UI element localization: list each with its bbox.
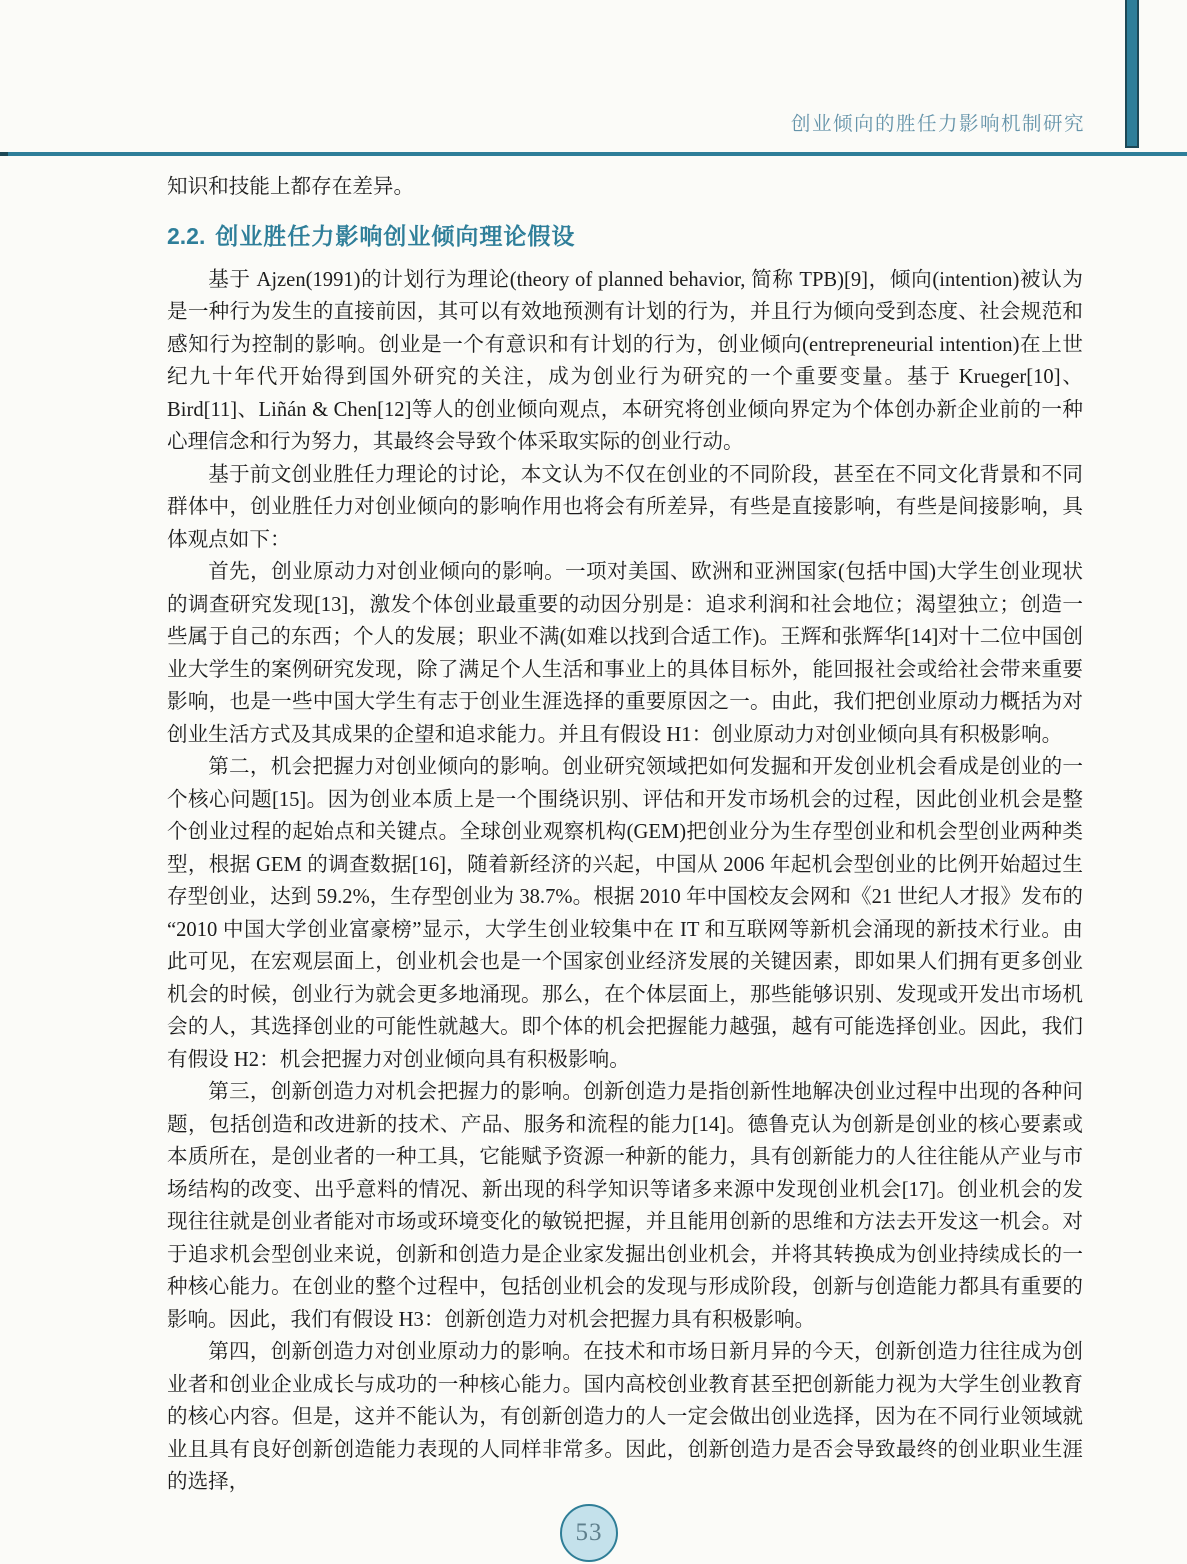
page-content — [167, 171, 1083, 1499]
section-number: 2.2. — [167, 222, 206, 249]
page-number-badge — [560, 1504, 618, 1562]
body-paragraph: 第二，机会把握力对创业倾向的影响。创业研究领域把如何发掘和开发创业机会看成是创业的一个核心问题[15]。因为创业本质上是一个围绕识别、评估和开发市场机会的过程，因此创业机会是整个创业过程的起始点和关键点。全球创业观察机构(GEM)把创业分为生存型创业和机会型创业两种类型，根据 GEM 的调查数据[16]，随着新经济的兴起，中国从 2006 年起机会型创业的比例开始超过生存型创业，达到 59.2%，生存型创业为 38.7%。根据 2010 年中国校友会网和《21 世纪人才报》发布的“2010 中国大学创业富豪榜”显示，大学生创业较集中在 IT 和互联网等新机会涌现的新技术行业。由此可见，在宏观层面上，创业机会也是一个国家创业经济发展的关键因素，即如果人们拥有更多创业机会的时候，创业行为就会更多地涌现。那么，在个体层面上，那些能够识别、发现或开发出市场机会的人，其选择创业的可能性就越大。即个体的机会把握能力越强，越有可能选择创业。因此，我们有假设 H2：机会把握力对创业倾向具有积极影响。 — [167, 756, 1083, 1071]
section-heading — [167, 219, 1083, 253]
body-paragraph: 基于前文创业胜任力理论的讨论，本文认为不仅在创业的不同阶段，甚至在不同文化背景和不同群体中，创业胜任力对创业倾向的影响作用也将会有所差异，有些是直接影响，有些是间接影响，具体观点如下： — [167, 463, 1083, 551]
running-title: 创业倾向的胜任力影响机制研究 — [790, 114, 1085, 135]
carryover-line: 知识和技能上都存在差异。 — [167, 176, 415, 198]
header-rule-cap — [0, 152, 8, 156]
body-paragraph: 第三，创新创造力对机会把握力的影响。创新创造力是指创新性地解决创业过程中出现的各种问题，包括创造和改进新的技术、产品、服务和流程的能力[14]。德鲁克认为创新是创业的核心要素或本质所在，是创业者的一种工具，它能赋予资源一种新的能力，具有创新能力的人往往能从产业与市场结构的改变、出乎意料的情况、新出现的科学知识等诸多来源中发现创业机会[17]。创业机会的发现往往就是创业者能对市场或环境变化的敏锐把握，并且能用创新的思维和方法去开发这一机会。对于追求机会型创业来说，创新和创造力是企业家发掘出创业机会，并将其转换成为创业持续成长的一种核心能力。在创业的整个过程中，包括创业机会的发现与形成阶段，创新与创造能力都具有重要的影响。因此，我们有假设 H3：创新创造力对机会把握力具有积极影响。 — [167, 1081, 1083, 1331]
body-paragraph: 首先，创业原动力对创业倾向的影响。一项对美国、欧洲和亚洲国家(包括中国)大学生创业现状的调查研究发现[13]，激发个体创业最重要的动因分别是：追求利润和社会地位；渴望独立；创造一些属于自己的东西；个人的发展；职业不满(如难以找到合适工作)。王辉和张辉华[14]对十二位中国创业大学生的案例研究发现，除了满足个人生活和事业上的具体目标外，能回报社会或给社会带来重要影响，也是一些中国大学生有志于创业生涯选择的重要原因之一。由此，我们把创业原动力概括为对创业生活方式及其成果的企望和追求能力。并且有假设 H1：创业原动力对创业倾向具有积极影响。 — [167, 561, 1083, 746]
corner-accent-bar — [1125, 0, 1139, 148]
section-title: 创业胜任力影响创业倾向理论假设 — [215, 222, 576, 249]
page-number: 53 — [575, 1519, 603, 1546]
header-rule — [0, 152, 1187, 156]
body-paragraph: 基于 Ajzen(1991)的计划行为理论(theory of planned behavior, 简称 TPB)[9]，倾向(intention)被认为是一种行为发生的直接前因，其可以有效地预测有计划的行为，并且行为倾向受到态度、社会规范和感知行为控制的影响。创业是一个有意识和有计划的行为，创业倾向(entrepreneurial intention)在上世纪九十年代开始得到国外研究的关注，成为创业行为研究的一个重要变量。基于 Krueger[10]、Bird[11]、Liñán & Chen[12]等人的创业倾向观点，本研究将创业倾向界定为个体创办新企业前的一种心理信念和行为努力，其最终会导致个体采取实际的创业行动。 — [167, 268, 1083, 453]
body-paragraph: 第四，创新创造力对创业原动力的影响。在技术和市场日新月异的今天，创新创造力往往成为创业者和创业企业成长与成功的一种核心能力。国内高校创业教育甚至把创新能力视为大学生创业教育的核心内容。但是，这并不能认为，有创新创造力的人一定会做出创业选择，因为在不同行业领域就业且具有良好创新创造能力表现的人同样非常多。因此，创新创造力是否会导致最终的创业职业生涯的选择， — [167, 1341, 1083, 1493]
